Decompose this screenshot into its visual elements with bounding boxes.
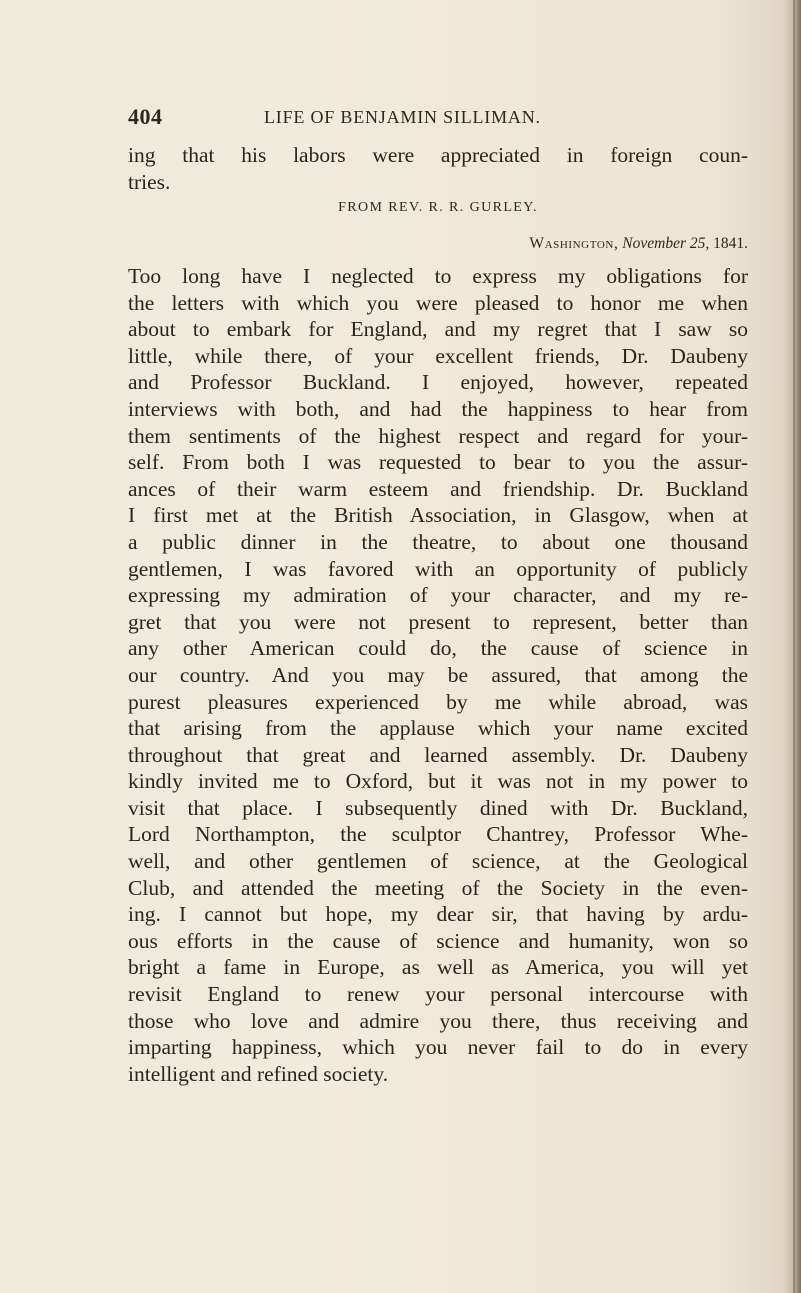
- text-line: imparting happiness, which you never fail to do in every: [128, 1035, 748, 1060]
- text-line: a public dinner in the theatre, to about one thousand: [128, 529, 748, 554]
- text-line: Lord Northampton, the sculptor Chantrey, Professor Whe-: [128, 822, 748, 847]
- intro-paragraph: [128, 142, 748, 195]
- text-line: the letters with which you were pleased to honor me when: [128, 290, 748, 315]
- text-line: ances of their warm esteem and friendship. Dr. Buckland: [128, 476, 748, 501]
- letter-body: [128, 263, 748, 1087]
- text-line: purest pleasures experienced by me while abroad, was: [128, 689, 748, 714]
- text-line: them sentiments of the highest respect and regard for your-: [128, 423, 748, 448]
- page-edge-shadow: [783, 0, 801, 1293]
- text-line: well, and other gentlemen of science, at the Geological: [128, 849, 748, 874]
- text-line: our country. And you may be assured, that among the: [128, 662, 748, 687]
- text-line: ing that his labors were appreciated in foreign coun-: [128, 143, 748, 167]
- text-line: any other American could do, the cause of science in: [128, 636, 748, 661]
- text-line: tries.: [128, 169, 171, 194]
- text-line: little, while there, of your excellent friends, Dr. Daubeny: [128, 343, 748, 368]
- text-line: expressing my admiration of your character, and my re-: [128, 583, 748, 608]
- text-line: that arising from the applause which your name excited: [128, 716, 748, 741]
- dateline-month-day: November 25,: [622, 235, 710, 252]
- text-line: bright a fame in Europe, as well as America, you will yet: [128, 955, 748, 980]
- dateline-year: 1841.: [713, 235, 748, 252]
- page-edge-line: [793, 0, 795, 1293]
- text-line: those who love and admire you there, thus receiving and: [128, 1008, 748, 1033]
- text-line: intelligent and refined society.: [128, 1061, 389, 1086]
- text-line: gentlemen, I was favored with an opportunity of publicly: [128, 556, 748, 581]
- text-line: interviews with both, and had the happiness to hear from: [128, 396, 748, 421]
- text-line: I first met at the British Association, in Glasgow, when at: [128, 503, 748, 528]
- text-line: throughout that great and learned assembly. Dr. Daubeny: [128, 742, 748, 767]
- text-line: about to embark for England, and my regret that I saw so: [128, 317, 748, 342]
- text-line: visit that place. I subsequently dined with Dr. Buckland,: [128, 795, 748, 820]
- running-title: LIFE OF BENJAMIN SILLIMAN.: [264, 107, 541, 127]
- text-line: ing. I cannot but hope, my dear sir, that having by ardu-: [128, 902, 748, 927]
- text-line: Too long have I neglected to express my obligations for: [128, 264, 748, 288]
- text-line: self. From both I was requested to bear to you the assur-: [128, 450, 748, 475]
- text-line: ous efforts in the cause of science and humanity, won so: [128, 928, 748, 953]
- text-line: revisit England to renew your personal intercourse with: [128, 982, 748, 1007]
- text-line: and Professor Buckland. I enjoyed, however, repeated: [128, 370, 748, 395]
- letter-dateline: [128, 235, 748, 253]
- running-head: [128, 104, 748, 134]
- text-line: gret that you were not present to represent, better than: [128, 609, 748, 634]
- page-number: 404: [128, 104, 163, 129]
- letter-heading: FROM REV. R. R. GURLEY.: [338, 200, 538, 215]
- text-line: Club, and attended the meeting of the Society in the even-: [128, 875, 748, 900]
- text-line: kindly invited me to Oxford, but it was not in my power to: [128, 769, 748, 794]
- dateline-place: Washington,: [529, 235, 619, 252]
